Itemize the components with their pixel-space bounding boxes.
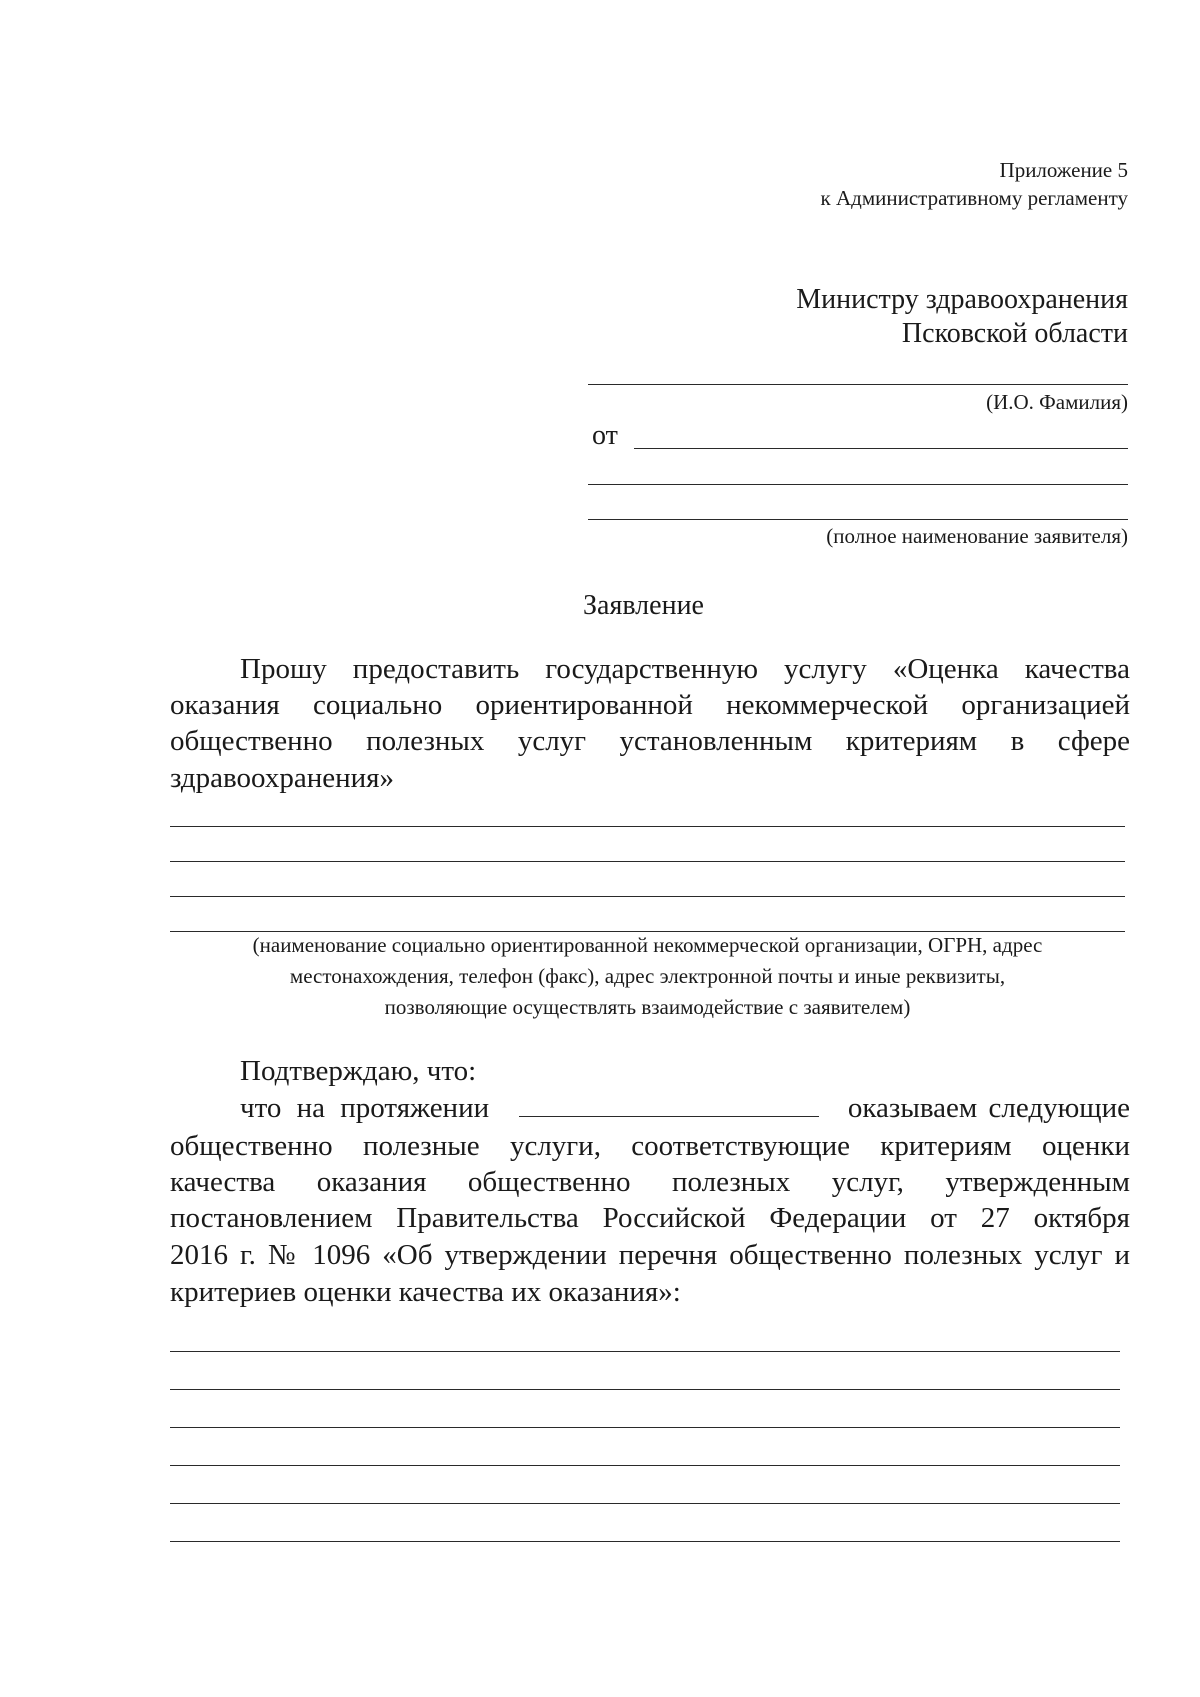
org-caption bbox=[170, 930, 1125, 1023]
confirm-line-6: критериев оценки качества их оказания»: bbox=[170, 1276, 681, 1308]
name-caption: (И.О. Фамилия) bbox=[986, 390, 1128, 414]
org-caption-line1: (наименование социально ориентированной некоммерческой организации, ОГРН, адрес bbox=[252, 933, 1043, 957]
addressee-line1: Министру здравоохранения bbox=[796, 284, 1128, 315]
confirm-line1-start: что на протяжении bbox=[240, 1092, 490, 1124]
services-line-2[interactable] bbox=[170, 1389, 1120, 1390]
confirm-line-1 bbox=[240, 1092, 1130, 1125]
addressee-line2: Псковской области bbox=[901, 318, 1128, 349]
request-line-3: общественно полезных услуг установленным критериям в сфере bbox=[170, 725, 1130, 757]
applicant-line-3[interactable] bbox=[588, 519, 1128, 520]
org-caption-line3: позволяющие осуществлять взаимодействие с заявителем) bbox=[384, 995, 911, 1019]
confirm-line-2: общественно полезные услуги, соответствующие критериям оценки bbox=[170, 1130, 1130, 1162]
confirm-line-4: постановлением Правительства Российской Федерации от 27 октября bbox=[170, 1202, 1130, 1234]
confirm-line-5: 2016 г. № 1096 «Об утверждении перечня общественно полезных услуг и bbox=[170, 1239, 1130, 1271]
from-label: от bbox=[592, 420, 618, 451]
org-line-3[interactable] bbox=[170, 896, 1125, 897]
org-caption-line2: местонахождения, телефон (факс), адрес электронной почты и иные реквизиты, bbox=[289, 964, 1006, 988]
period-blank[interactable] bbox=[519, 1094, 819, 1117]
services-line-3[interactable] bbox=[170, 1427, 1120, 1428]
org-line-1[interactable] bbox=[170, 826, 1125, 827]
confirm-line1-end: оказываем следующие bbox=[847, 1092, 1130, 1124]
services-line-1[interactable] bbox=[170, 1351, 1120, 1352]
applicant-line-1[interactable] bbox=[634, 448, 1128, 449]
applicant-caption: (полное наименование заявителя) bbox=[826, 524, 1128, 548]
request-line-2: оказания социально ориентированной некоммерческой организацией bbox=[170, 689, 1130, 721]
org-line-2[interactable] bbox=[170, 861, 1125, 862]
confirm-heading: Подтверждаю, что: bbox=[240, 1055, 477, 1087]
applicant-line-2[interactable] bbox=[588, 484, 1128, 485]
request-line-4: здравоохранения» bbox=[170, 762, 394, 794]
confirm-line-3: качества оказания общественно полезных услуг, утвержденным bbox=[170, 1166, 1130, 1198]
regulation-label: к Административному регламенту bbox=[820, 186, 1128, 210]
services-line-5[interactable] bbox=[170, 1503, 1120, 1504]
appendix-label: Приложение 5 bbox=[999, 158, 1128, 182]
services-line-4[interactable] bbox=[170, 1465, 1120, 1466]
document-title: Заявление bbox=[583, 590, 704, 621]
request-line-1: Прошу предоставить государственную услугу «Оценка качества bbox=[240, 653, 1130, 685]
addressee-name-line[interactable] bbox=[588, 384, 1128, 385]
services-line-6[interactable] bbox=[170, 1541, 1120, 1542]
